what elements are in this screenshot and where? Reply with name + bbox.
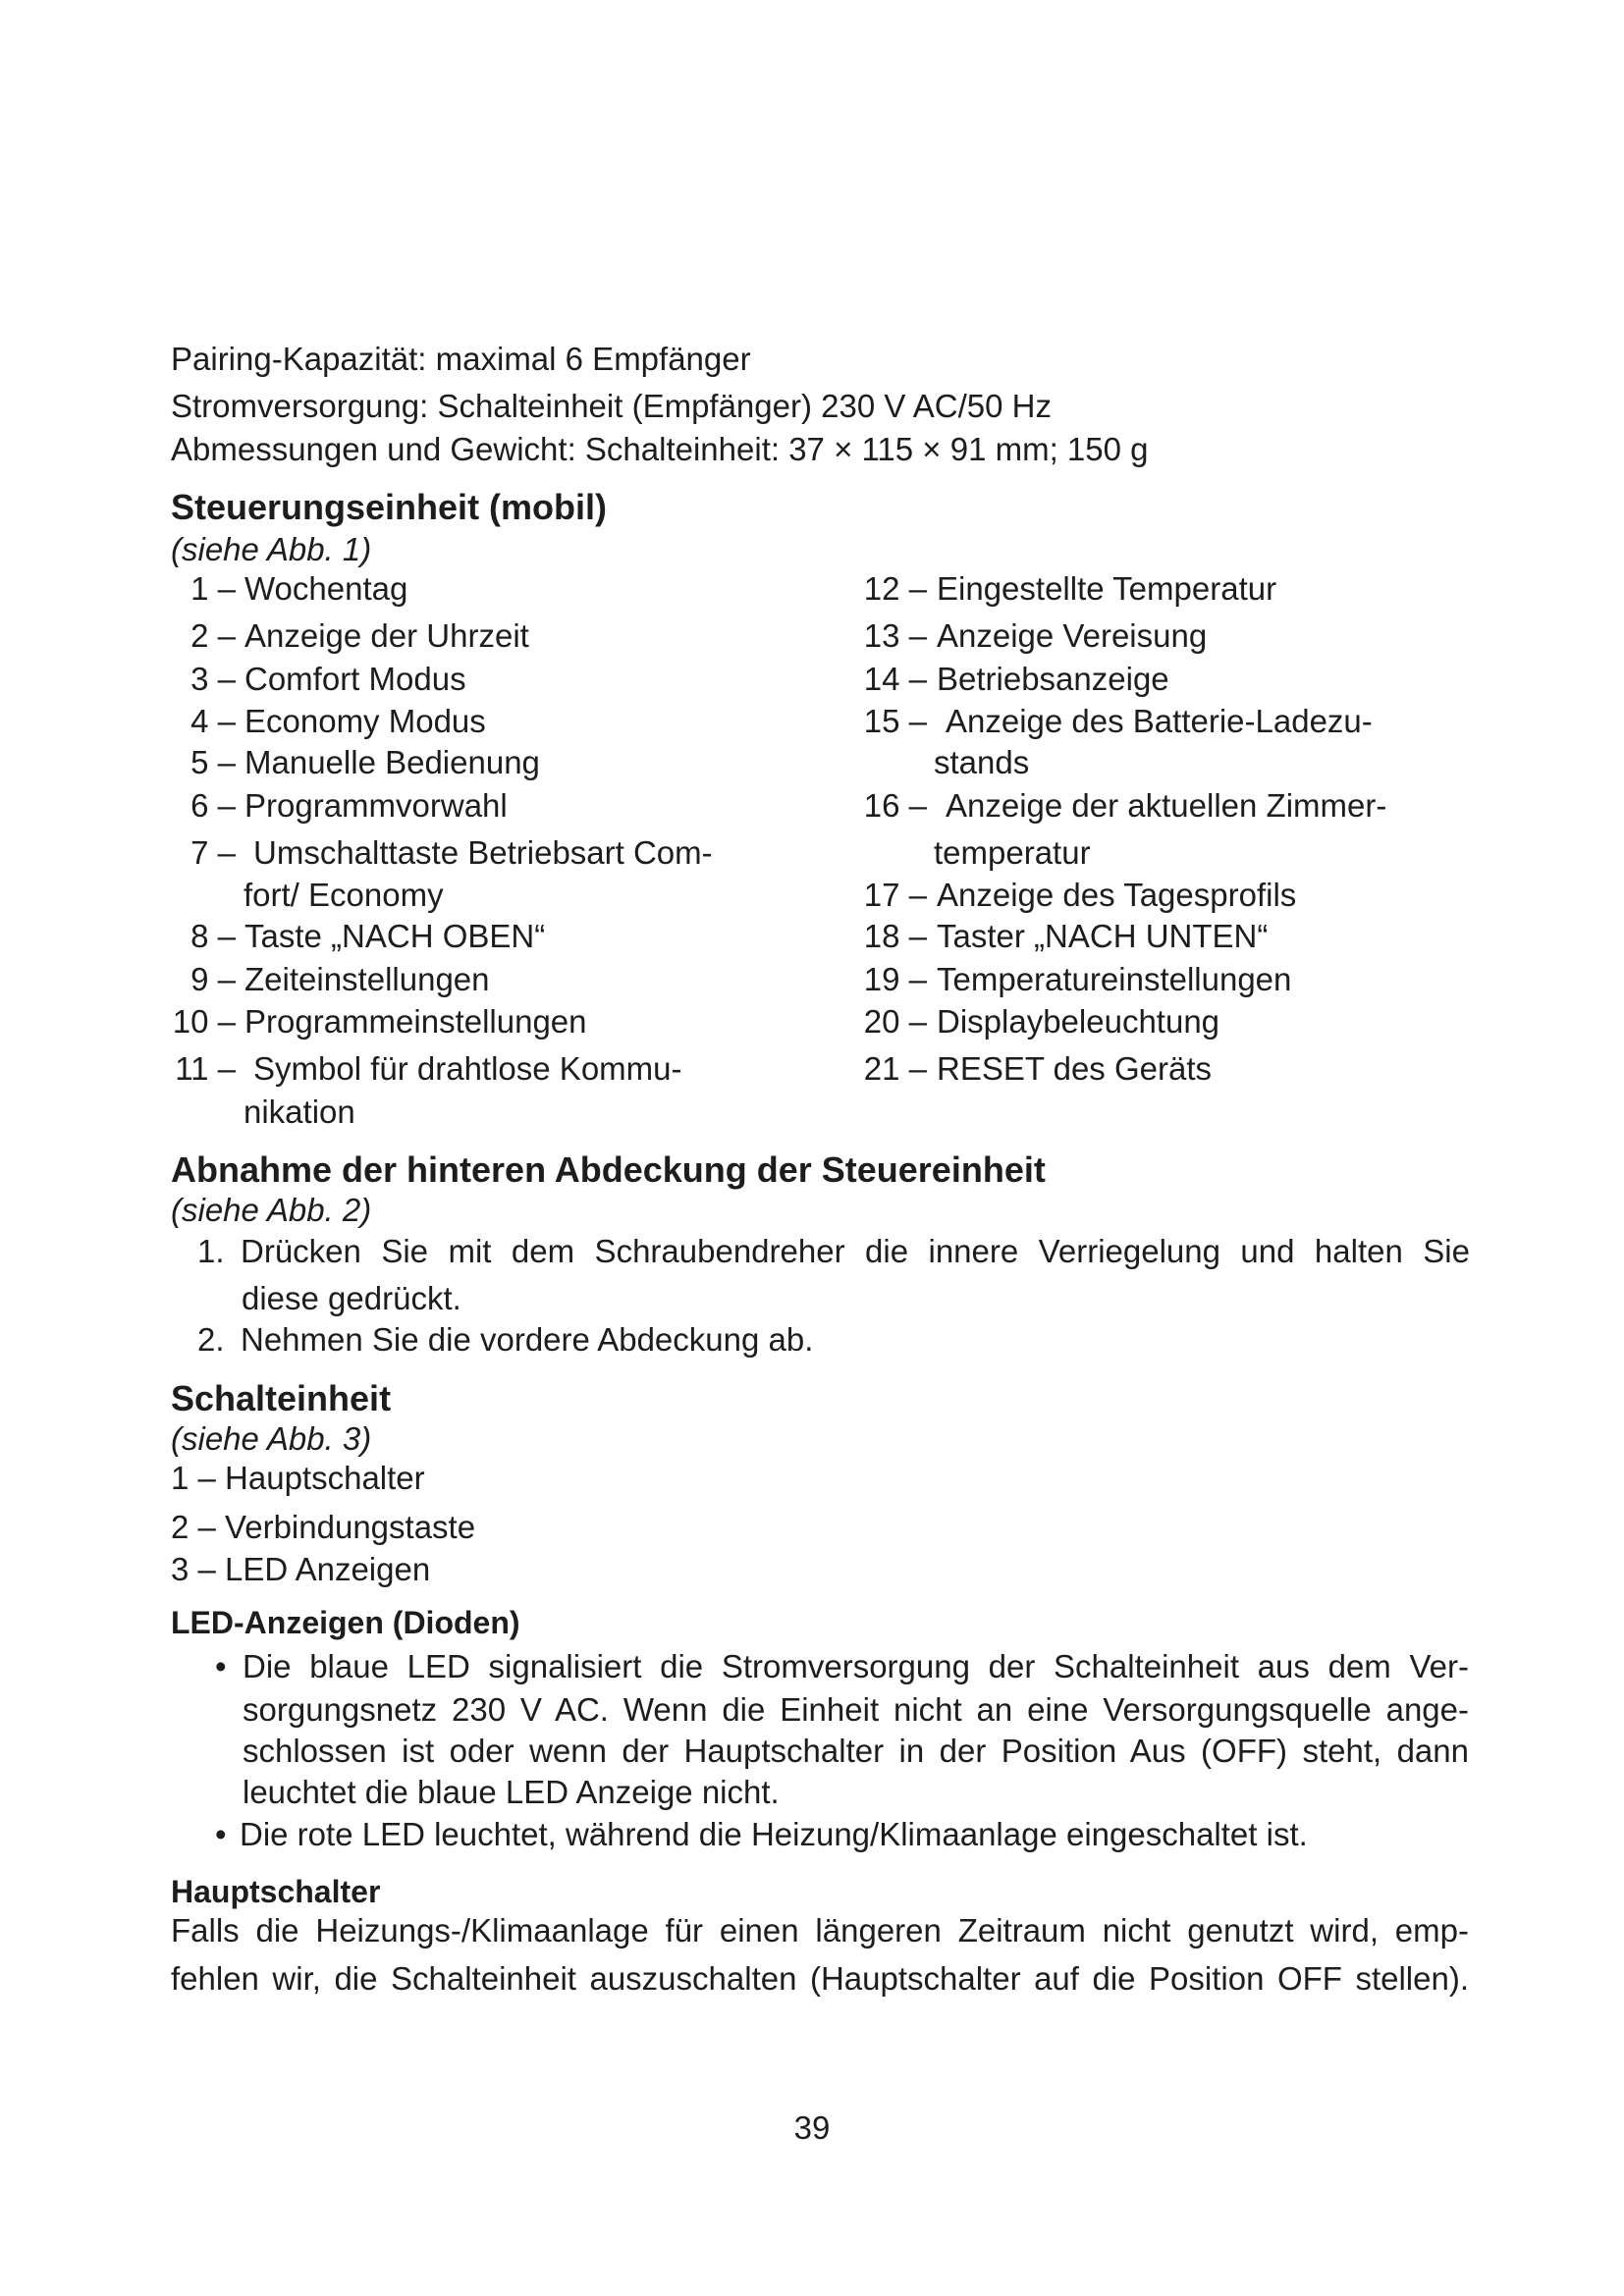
legend-number: 6 – xyxy=(190,787,236,824)
bullet-icon: • xyxy=(215,1816,227,1852)
legend-number: 19 – xyxy=(863,961,927,997)
step-text: Nehmen Sie die vordere Abdeckung ab. xyxy=(241,1321,814,1358)
legend-row xyxy=(0,741,1624,784)
bullet-row xyxy=(0,1688,1624,1732)
figure-ref-abb-1: (siehe Abb. 1) xyxy=(171,531,372,567)
legend-number: 3 – xyxy=(190,661,236,697)
step-row xyxy=(0,1230,1624,1273)
legend-number: 11 – xyxy=(175,1050,236,1087)
legend-text: Programmeinstellungen xyxy=(244,1003,587,1040)
legend-row xyxy=(0,1091,1624,1134)
legend-row xyxy=(0,1047,1624,1091)
legend-row xyxy=(0,958,1624,1001)
legend-row xyxy=(0,874,1624,917)
bullet-text: sorgungsnetz 230 V AC. Wenn die Einheit nicht an eine Versorgungsquelle ange- xyxy=(243,1691,1469,1728)
legend-text: Programmvorwahl xyxy=(244,787,508,824)
legend-number: 8 – xyxy=(190,918,236,954)
legend-text: Taste „NACH OBEN“ xyxy=(244,918,546,954)
legend-row xyxy=(0,700,1624,743)
bullet-row xyxy=(0,1813,1624,1856)
step-number: 1. xyxy=(197,1233,225,1269)
legend-number: 10 – xyxy=(172,1003,236,1040)
legend-text: Zeiteinstellungen xyxy=(244,961,490,997)
legend-text: Anzeige des Batterie-Ladezu- xyxy=(946,703,1373,739)
legend-text: Wochentag xyxy=(244,570,408,607)
legend-row xyxy=(0,1000,1624,1043)
bullet-row xyxy=(0,1730,1624,1773)
legend-text-continuation: temperatur xyxy=(934,834,1091,871)
legend-number: 12 – xyxy=(863,570,927,607)
legend-number: 2 – xyxy=(190,617,236,654)
legend-text: Temperatureinstellungen xyxy=(937,961,1292,997)
legend-text: Anzeige Vereisung xyxy=(937,617,1208,654)
paragraph-line: fehlen wir, die Schalteinheit auszuschalten (Hauptschalter auf die Position OFF stellen). xyxy=(171,1960,1469,1997)
bullet-icon: • xyxy=(215,1648,227,1684)
step-text-continuation: diese gedrückt. xyxy=(242,1280,461,1316)
bullet-row xyxy=(0,1645,1624,1688)
legend-text: Economy Modus xyxy=(244,703,486,739)
legend-text: Anzeige der aktuellen Zimmer- xyxy=(946,787,1387,824)
legend-number: 16 – xyxy=(863,787,927,824)
spec-dimensions-weight: Abmessungen und Gewicht: Schalteinheit: 37 × 115 × 91 mm; 150 g xyxy=(171,431,1149,467)
legend-text-continuation: nikation xyxy=(244,1094,355,1130)
switch-unit-item: 2 – Verbindungstaste xyxy=(171,1509,476,1545)
spec-power-supply: Stromversorgung: Schalteinheit (Empfänger) 230 V AC/50 Hz xyxy=(171,388,1052,424)
legend-row xyxy=(0,915,1624,958)
legend-text: Umschalttaste Betriebsart Com- xyxy=(253,834,713,871)
legend-number: 13 – xyxy=(863,617,927,654)
spec-pairing-capacity: Pairing-Kapazität: maximal 6 Empfänger xyxy=(171,341,751,377)
legend-number: 5 – xyxy=(190,744,236,780)
step-row xyxy=(0,1318,1624,1362)
legend-text: Displaybeleuchtung xyxy=(937,1003,1220,1040)
legend-row xyxy=(0,567,1624,611)
step-row xyxy=(0,1277,1624,1320)
page-number: 39 xyxy=(793,2109,831,2146)
step-text: Drücken Sie mit dem Schraubendreher die innere Verriegelung und halten Sie xyxy=(241,1233,1470,1269)
subheading-main-switch: Hauptschalter xyxy=(171,1874,381,1909)
paragraph-line: Falls die Heizungs-/Klimaanlage für einen längeren Zeitraum nicht genutzt wird, emp- xyxy=(171,1912,1469,1949)
section-heading-control-unit: Steuerungseinheit (mobil) xyxy=(171,487,608,527)
legend-text: Betriebsanzeige xyxy=(937,661,1169,697)
bullet-text: leuchtet die blaue LED Anzeige nicht. xyxy=(243,1774,780,1810)
switch-unit-item: 1 – Hauptschalter xyxy=(171,1460,425,1496)
bullet-text: schlossen ist oder wenn der Hauptschalter in der Position Aus (OFF) steht, dann xyxy=(243,1733,1469,1769)
legend-row xyxy=(0,614,1624,658)
step-number: 2. xyxy=(197,1321,225,1358)
legend-text-continuation: stands xyxy=(934,744,1030,780)
subheading-led-indicators: LED-Anzeigen (Dioden) xyxy=(171,1605,520,1640)
legend-row xyxy=(0,784,1624,828)
section-heading-cover-removal: Abnahme der hinteren Abdeckung der Steuereinheit xyxy=(171,1149,1046,1190)
legend-number: 15 – xyxy=(863,703,927,739)
bullet-text: Die rote LED leuchtet, während die Heizung/Klimaanlage eingeschaltet ist. xyxy=(240,1816,1308,1852)
legend-number: 17 – xyxy=(863,877,927,913)
legend-number: 14 – xyxy=(863,661,927,697)
legend-number: 4 – xyxy=(190,703,236,739)
legend-number: 18 – xyxy=(863,918,927,954)
legend-text: Taster „NACH UNTEN“ xyxy=(937,918,1269,954)
legend-text: Comfort Modus xyxy=(244,661,466,697)
legend-text: Anzeige des Tagesprofils xyxy=(937,877,1297,913)
bullet-row xyxy=(0,1771,1624,1814)
bullet-text: Die blaue LED signalisiert die Stromversorgung der Schalteinheit aus dem Ver- xyxy=(243,1648,1469,1684)
legend-number: 7 – xyxy=(190,834,236,871)
legend-text: Symbol für drahtlose Kommu- xyxy=(253,1050,682,1087)
legend-row xyxy=(0,658,1624,701)
legend-text: Manuelle Bedienung xyxy=(244,744,540,780)
legend-number: 20 – xyxy=(863,1003,927,1040)
legend-number: 21 – xyxy=(863,1050,927,1087)
section-heading-switch-unit: Schalteinheit xyxy=(171,1378,392,1418)
figure-ref-abb-3: (siehe Abb. 3) xyxy=(171,1420,372,1457)
legend-row xyxy=(0,831,1624,875)
legend-text: RESET des Geräts xyxy=(937,1050,1213,1087)
legend-text-continuation: fort/ Economy xyxy=(244,877,444,913)
legend-number: 9 – xyxy=(190,961,236,997)
switch-unit-item: 3 – LED Anzeigen xyxy=(171,1551,431,1587)
figure-ref-abb-2: (siehe Abb. 2) xyxy=(171,1192,372,1228)
legend-number: 1 – xyxy=(190,570,236,607)
legend-text: Eingestellte Temperatur xyxy=(937,570,1277,607)
legend-text: Anzeige der Uhrzeit xyxy=(244,617,529,654)
